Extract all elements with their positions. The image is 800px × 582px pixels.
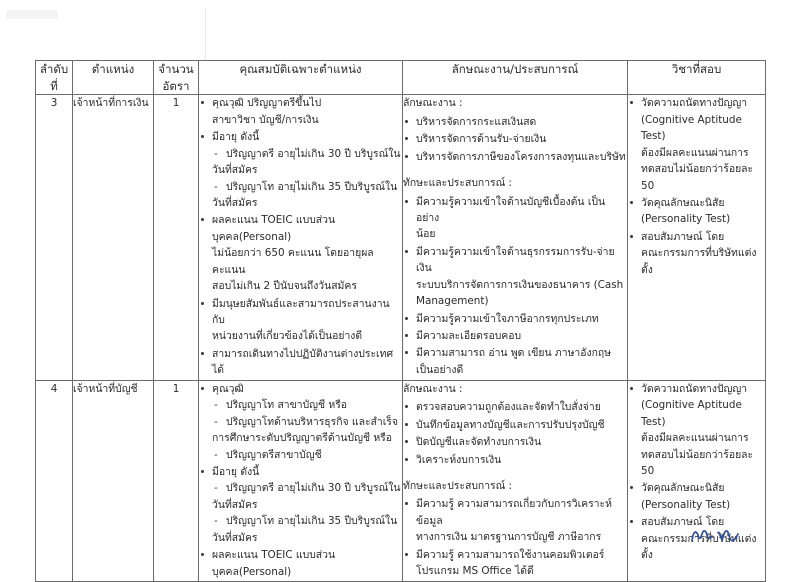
exam-line: (Cognitive Aptitude Test) (641, 113, 742, 143)
exam-text: วัดความถนัดทางปัญญา (641, 97, 748, 110)
work-text: ตรวจสอบความถูกต้องและจัดทำใบสั่งจ่าย (416, 401, 601, 414)
list-item (403, 345, 627, 378)
list-item (403, 131, 627, 147)
skill-text: มีความรู้ความเข้าใจด้านธุรกรรมการรับ-จ่ายเงิน (416, 245, 615, 275)
work-text: บริหารจัดการด้านรับ-จ่ายเงิน (416, 133, 547, 146)
qual-text: คุณวุฒิ ปริญญาตรีขึ้นไป (212, 97, 322, 110)
list-item-continuation (212, 162, 402, 178)
column-header-no (36, 61, 73, 95)
dash-cont: การศึกษาระดับปริญญาตรีด้านบัญชี หรือ (212, 432, 392, 445)
cell-exam (628, 95, 766, 380)
table-header (36, 61, 766, 95)
skill-text: มีความละเอียดรอบคอบ (416, 330, 522, 343)
dash-text: ปริญญาโท อายุไม่เกิน 35 ปีบริบูรณ์ใน (226, 515, 398, 528)
list-item (199, 346, 402, 379)
signature-mark (688, 521, 768, 555)
list-item (403, 194, 627, 243)
list-item (199, 129, 402, 211)
dash-cont: วันที่สมัคร (212, 196, 258, 209)
list-item (212, 146, 402, 162)
cell-position: เจ้าหน้าที่บัญชี (73, 380, 154, 581)
skill-text: มีความรู้ ความสามารถเกี่ยวกับการวิเคราะห์ข้อมูล (416, 498, 612, 527)
skill-line: เป็นอย่างดี (416, 363, 464, 376)
list-item (403, 328, 627, 344)
work-list (403, 399, 627, 468)
work-text: บริหารจัดการภาษีของโครงการลงทุนและบริษัท (416, 150, 626, 163)
cell-qualification (199, 95, 403, 380)
skill-list (403, 496, 627, 579)
dash-cont: วันที่สมัคร (212, 164, 258, 177)
exam-text: สอบสัมภาษณ์ โดย (641, 230, 725, 243)
list-item (403, 434, 627, 450)
cell-qualification (199, 380, 403, 581)
dash-text: ปริญญาโทด้านบริหารธุรกิจ และสำเร็จ (226, 415, 398, 428)
column-header-work-line1: ลักษณะงาน/ประสบการณ์ (451, 62, 579, 76)
list-item (403, 149, 627, 165)
cell-position: เจ้าหน้าที่การเงิน (73, 95, 154, 380)
qual-text: มีอายุ ดังนี้ (212, 465, 260, 478)
cell-quantity: 1 (154, 95, 199, 380)
dash-text: ปริญญาตรี อายุไม่เกิน 30 ปี บริบูรณ์ใน (226, 147, 401, 160)
list-item (403, 547, 627, 580)
exam-list (628, 95, 765, 278)
dash-text: ปริญญาโท อายุไม่เกิน 35 ปีบริบูรณ์ใน (226, 180, 398, 193)
list-item (403, 452, 627, 468)
dash-text: ปริญญาตรีสาขาบัญชี (226, 448, 322, 461)
skill-text: มีความรู้ความเข้าใจภาษีอากรทุกประเภท (416, 312, 599, 325)
exam-text: วัดคุณลักษณะนิสัย (641, 196, 725, 209)
qual-text: ผลคะแนน TOEIC แบบส่วนบุคคล(Personal) (212, 214, 336, 243)
section-spacer (403, 469, 627, 478)
list-item (199, 212, 402, 294)
list-item (628, 95, 765, 194)
scan-artifact-smudge (6, 10, 58, 19)
list-item (212, 513, 402, 529)
column-header-position (73, 61, 154, 95)
exam-line: คณะกรรมการที่บริษัทแต่งตั้ง (641, 247, 757, 276)
column-header-quantity-line2: อัตรา (162, 78, 190, 93)
exam-line: คณะกรรมการที่บริษัทแต่งตั้ง (641, 532, 757, 562)
column-header-position-line1: ตำแหน่ง (91, 62, 135, 76)
cell-work (403, 95, 628, 380)
work-section-label: ลักษณะงาน : (403, 97, 463, 110)
work-text: บันทึกข้อมูลทางบัญชีและการปรับปรุงบัญชี (416, 418, 605, 431)
skill-line: น้อย (416, 228, 436, 241)
scan-artifact-streak (205, 8, 206, 60)
dash-text: ปริญญาตรี อายุไม่เกิน 30 ปี บริบูรณ์ใน (226, 482, 401, 495)
skill-list (403, 194, 627, 379)
cell-work (403, 380, 628, 581)
list-item (403, 417, 627, 433)
column-header-quantity-line1: จำนวน (158, 62, 194, 76)
list-item (212, 397, 402, 413)
list-item (212, 179, 402, 195)
list-item-continuation (212, 497, 402, 513)
qualification-list (199, 381, 402, 580)
column-header-qualification (199, 61, 403, 95)
cell-no: 4 (36, 380, 73, 581)
exam-line: ต้องมีผลคะแนนผ่านการ (641, 146, 749, 159)
skill-line: ทางการเงิน มาตรฐานการบัญชี ภาษีอากร (416, 531, 602, 544)
skill-line: โปรแกรม MS Office ได้ดี (416, 565, 534, 578)
qualification-sublist (212, 397, 402, 463)
dash-cont: วันที่สมัคร (212, 531, 258, 544)
work-section-label: ลักษณะงาน : (403, 382, 463, 395)
exam-text: วัดความถนัดทางปัญญา (641, 382, 748, 395)
list-item (403, 311, 627, 327)
list-item (403, 244, 627, 310)
list-item (199, 381, 402, 463)
table-body (36, 95, 766, 582)
list-item-continuation (212, 430, 402, 446)
qual-line: สอบไม่เกิน 2 ปีนับจนถึงวันสมัคร (212, 280, 357, 293)
qual-text: มีมนุษยสัมพันธ์และสามารถประสานงานกับ (212, 297, 390, 327)
table-header-row (36, 61, 766, 95)
exam-line: (Personality Test) (641, 213, 731, 226)
work-list (403, 114, 627, 165)
skill-section-label: ทักษะและประสบการณ์ : (403, 479, 513, 492)
list-item-continuation (212, 530, 402, 546)
exam-line: (Cognitive Aptitude Test) (641, 399, 742, 428)
table-row (36, 380, 766, 581)
skill-text: มีความสามารถ อ่าน พูด เขียน ภาษาอังกฤษ (416, 347, 611, 360)
list-item (403, 399, 627, 415)
exam-line: ทดสอบไม่น้อยกว่าร้อยละ 50 (641, 163, 754, 192)
list-item (199, 296, 402, 345)
column-header-exam-line1: วิชาที่สอบ (671, 62, 722, 76)
list-item (199, 547, 402, 580)
exam-line: ต้องมีผลคะแนนผ่านการ (641, 432, 749, 445)
dash-text: ปริญญาโท สาขาบัญชี หรือ (226, 399, 348, 412)
qual-text: คุณวุฒิ (212, 382, 244, 395)
list-item (628, 195, 765, 228)
qual-line: ไม่น้อยกว่า 650 คะแนน โดยอายุผลคะแนน (212, 247, 374, 276)
exam-text: สอบสัมภาษณ์ โดย (641, 516, 725, 529)
column-header-work (403, 61, 628, 95)
list-item (403, 114, 627, 130)
column-header-no-line1: ลำดับ (39, 62, 69, 76)
cell-quantity: 1 (154, 380, 199, 581)
qual-line: หน่วยงานที่เกี่ยวข้องได้เป็นอย่างดี (212, 330, 363, 343)
skill-section-label: ทักษะและประสบการณ์ : (403, 177, 513, 190)
exam-line: (Personality Test) (641, 498, 731, 511)
list-item (199, 95, 402, 128)
column-header-quantity (154, 61, 199, 95)
column-header-exam (628, 61, 766, 95)
exam-line: ทดสอบไม่น้อยกว่าร้อยละ 50 (641, 448, 754, 477)
column-header-qualification-line1: คุณสมบัติเฉพาะตำแหน่ง (239, 62, 362, 76)
list-item (199, 464, 402, 546)
skill-text: มีความรู้ความเข้าใจด้านบัญชีเบื้องต้น เป็นอย่าง (416, 195, 606, 224)
dash-cont: วันที่สมัคร (212, 498, 258, 511)
skill-line: Management) (416, 295, 489, 308)
qualification-sublist (212, 480, 402, 546)
cell-no: 3 (36, 95, 73, 380)
qual-text: สามารถเดินทางไปปฏิบัติงานต่างประเทศได้ (212, 347, 394, 377)
exam-text: วัดคุณลักษณะนิสัย (641, 482, 725, 495)
section-spacer (403, 166, 627, 175)
qualification-sublist (212, 146, 402, 212)
work-text: ปิดบัญชีและจัดทำงบการเงิน (416, 436, 542, 449)
list-item (628, 480, 765, 513)
skill-line: ระบบบริการจัดการการเงินของธนาคาร (Cash (416, 278, 624, 291)
qualification-list (199, 95, 402, 378)
qual-text: มีอายุ ดังนี้ (212, 131, 260, 144)
work-text: บริหารจัดการกระแสเงินสด (416, 115, 537, 128)
list-item (403, 496, 627, 545)
skill-text: มีความรู้ ความสามารถใช้งานคอมพิวเตอร์ (416, 548, 605, 561)
list-item (212, 414, 402, 430)
list-item-continuation (212, 195, 402, 211)
qual-text-extra: สาขาวิชา บัญชี/การเงิน (212, 113, 319, 126)
list-item (212, 447, 402, 463)
list-item (628, 229, 765, 278)
column-header-no-line2: ที่ (50, 78, 58, 93)
qual-text: ผลคะแนน TOEIC แบบส่วนบุคคล(Personal) (212, 549, 336, 578)
qualification-table (35, 60, 766, 582)
list-item (628, 381, 765, 480)
work-text: วิเคราะห์งบการเงิน (416, 453, 502, 466)
table-row (36, 95, 766, 380)
list-item (212, 480, 402, 496)
